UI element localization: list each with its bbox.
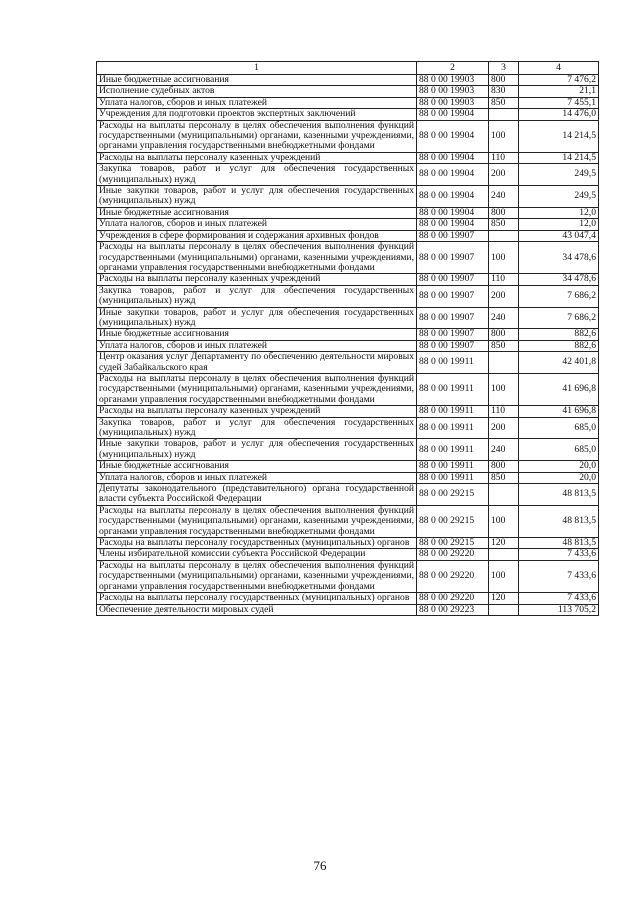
row-type-cell: 800 (489, 329, 519, 340)
row-amount-cell: 12,0 (519, 207, 599, 218)
table-row (97, 164, 599, 186)
row-code-cell: 88 0 00 29215 (417, 505, 489, 537)
row-amount-cell: 7 433,6 (519, 593, 599, 604)
row-type-cell: 850 (489, 219, 519, 230)
row-amount-cell: 43 047,4 (519, 230, 599, 241)
row-type-cell: 850 (489, 97, 519, 108)
row-name-cell: Иные бюджетные ассигнования (97, 207, 417, 218)
row-name-cell: Расходы на выплаты персоналу в целях обеспечения выполнения функций государственными (муниципальными) органами, казенными учреждениями, органами управления государственными внебюджетными фондами (97, 120, 417, 152)
row-type-cell: 800 (489, 207, 519, 218)
table-row (97, 484, 599, 506)
row-name-cell: Уплата налогов, сборов и иных платежей (97, 472, 417, 483)
row-code-cell: 88 0 00 19907 (417, 242, 489, 274)
row-code-cell: 88 0 00 19904 (417, 109, 489, 120)
row-code-cell: 88 0 00 19903 (417, 86, 489, 97)
table-row (97, 560, 599, 592)
table-row (97, 604, 599, 615)
row-code-cell: 88 0 00 29223 (417, 604, 489, 615)
table-row (97, 593, 599, 604)
row-type-cell: 850 (489, 472, 519, 483)
table-row (97, 538, 599, 549)
row-name-cell: Депутаты законодательного (представительного) органа государственной власти субъекта Российской Федерации (97, 484, 417, 506)
table-row (97, 417, 599, 439)
row-code-cell: 88 0 00 19904 (417, 152, 489, 163)
row-code-cell: 88 0 00 19904 (417, 219, 489, 230)
row-type-cell (489, 604, 519, 615)
row-code-cell: 88 0 00 19904 (417, 164, 489, 186)
row-amount-cell: 21,1 (519, 86, 599, 97)
row-type-cell: 850 (489, 340, 519, 351)
row-amount-cell: 249,5 (519, 164, 599, 186)
row-amount-cell: 34 478,6 (519, 242, 599, 274)
row-name-cell: Расходы на выплаты персоналу в целях обеспечения выполнения функций государственными (муниципальными) органами, казенными учреждениями, органами управления государственными внебюджетными фондами (97, 560, 417, 592)
row-code-cell: 88 0 00 19911 (417, 461, 489, 472)
row-code-cell: 88 0 00 19911 (417, 373, 489, 405)
row-amount-cell: 685,0 (519, 417, 599, 439)
table-row (97, 439, 599, 461)
table-row (97, 75, 599, 86)
row-amount-cell: 882,6 (519, 329, 599, 340)
row-name-cell: Расходы на выплаты персоналу в целях обеспечения выполнения функций государственными (муниципальными) органами, казенными учреждениями, органами управления государственными внебюджетными фондами (97, 373, 417, 405)
column-header-1: 1 (97, 62, 417, 75)
row-type-cell: 120 (489, 593, 519, 604)
row-amount-cell: 14 476,0 (519, 109, 599, 120)
row-type-cell: 100 (489, 242, 519, 274)
row-name-cell: Закупка товаров, работ и услуг для обеспечения государственных (муниципальных) нужд (97, 285, 417, 307)
row-type-cell: 240 (489, 186, 519, 208)
table-row (97, 109, 599, 120)
row-type-cell (489, 484, 519, 506)
row-name-cell: Центр оказания услуг Департаменту по обеспечению деятельности мировых судей Забайкальского края (97, 352, 417, 374)
column-header-3: 3 (489, 62, 519, 75)
table-row (97, 86, 599, 97)
row-amount-cell: 7 433,6 (519, 560, 599, 592)
table-row (97, 340, 599, 351)
row-type-cell (489, 549, 519, 560)
row-name-cell: Закупка товаров, работ и услуг для обеспечения государственных (муниципальных) нужд (97, 417, 417, 439)
row-amount-cell: 7 686,2 (519, 307, 599, 329)
row-name-cell: Члены избирательной комиссии субъекта Российской Федерации (97, 549, 417, 560)
row-type-cell: 200 (489, 417, 519, 439)
row-code-cell: 88 0 00 29220 (417, 593, 489, 604)
row-name-cell: Иные закупки товаров, работ и услуг для обеспечения государственных (муниципальных) нужд (97, 186, 417, 208)
row-code-cell: 88 0 00 19904 (417, 186, 489, 208)
row-amount-cell: 42 401,8 (519, 352, 599, 374)
table-row (97, 120, 599, 152)
row-name-cell: Расходы на выплаты персоналу казенных учреждений (97, 274, 417, 285)
row-amount-cell: 14 214,5 (519, 120, 599, 152)
row-name-cell: Закупка товаров, работ и услуг для обеспечения государственных (муниципальных) нужд (97, 164, 417, 186)
row-name-cell: Уплата налогов, сборов и иных платежей (97, 340, 417, 351)
row-type-cell: 200 (489, 164, 519, 186)
row-amount-cell: 20,0 (519, 472, 599, 483)
row-name-cell: Расходы на выплаты персоналу в целях обеспечения выполнения функций государственными (муниципальными) органами, казенными учреждениями, органами управления государственными внебюджетными фондами (97, 242, 417, 274)
table-row (97, 352, 599, 374)
row-type-cell (489, 109, 519, 120)
row-amount-cell: 14 214,5 (519, 152, 599, 163)
row-type-cell: 240 (489, 307, 519, 329)
row-type-cell (489, 230, 519, 241)
table-row (97, 461, 599, 472)
table-row (97, 230, 599, 241)
row-name-cell: Исполнение судебных актов (97, 86, 417, 97)
row-code-cell: 88 0 00 29220 (417, 549, 489, 560)
column-header-2: 2 (417, 62, 489, 75)
row-name-cell: Иные закупки товаров, работ и услуг для обеспечения государственных (муниципальных) нужд (97, 307, 417, 329)
row-code-cell: 88 0 00 29220 (417, 560, 489, 592)
row-amount-cell: 34 478,6 (519, 274, 599, 285)
row-type-cell: 100 (489, 505, 519, 537)
row-code-cell: 88 0 00 19903 (417, 75, 489, 86)
table-header-row (97, 62, 599, 75)
row-amount-cell: 20,0 (519, 461, 599, 472)
row-name-cell: Расходы на выплаты персоналу казенных учреждений (97, 152, 417, 163)
page-number: 76 (313, 858, 327, 873)
row-name-cell: Расходы на выплаты персоналу государственных (муниципальных) органов (97, 538, 417, 549)
row-type-cell: 830 (489, 86, 519, 97)
row-type-cell: 800 (489, 75, 519, 86)
row-code-cell: 88 0 00 19907 (417, 307, 489, 329)
row-amount-cell: 7 455,1 (519, 97, 599, 108)
row-code-cell: 88 0 00 19907 (417, 230, 489, 241)
budget-table (96, 61, 599, 616)
row-amount-cell: 41 696,8 (519, 406, 599, 417)
row-name-cell: Иные бюджетные ассигнования (97, 461, 417, 472)
row-code-cell: 88 0 00 19911 (417, 439, 489, 461)
row-code-cell: 88 0 00 19904 (417, 120, 489, 152)
table-row (97, 152, 599, 163)
table-row (97, 97, 599, 108)
row-code-cell: 88 0 00 19907 (417, 340, 489, 351)
row-name-cell: Иные бюджетные ассигнования (97, 329, 417, 340)
row-type-cell: 100 (489, 373, 519, 405)
row-name-cell: Обеспечение деятельности мировых судей (97, 604, 417, 615)
row-type-cell: 110 (489, 152, 519, 163)
row-code-cell: 88 0 00 19911 (417, 417, 489, 439)
column-header-4: 4 (519, 62, 599, 75)
row-amount-cell: 113 705,2 (519, 604, 599, 615)
table-row (97, 219, 599, 230)
row-code-cell: 88 0 00 19907 (417, 274, 489, 285)
row-type-cell: 240 (489, 439, 519, 461)
row-name-cell: Учреждения для подготовки проектов экспертных заключений (97, 109, 417, 120)
table-row (97, 549, 599, 560)
table-row (97, 472, 599, 483)
row-amount-cell: 882,6 (519, 340, 599, 351)
row-type-cell (489, 352, 519, 374)
row-name-cell: Расходы на выплаты персоналу государственных (муниципальных) органов (97, 593, 417, 604)
table-row (97, 373, 599, 405)
row-type-cell: 110 (489, 406, 519, 417)
table-row (97, 186, 599, 208)
row-name-cell: Уплата налогов, сборов и иных платежей (97, 97, 417, 108)
row-name-cell: Расходы на выплаты персоналу казенных учреждений (97, 406, 417, 417)
row-type-cell: 100 (489, 120, 519, 152)
table-row (97, 406, 599, 417)
row-amount-cell: 685,0 (519, 439, 599, 461)
row-code-cell: 88 0 00 19904 (417, 207, 489, 218)
row-code-cell: 88 0 00 19911 (417, 406, 489, 417)
row-code-cell: 88 0 00 19907 (417, 285, 489, 307)
row-code-cell: 88 0 00 19903 (417, 97, 489, 108)
table-body (97, 75, 599, 616)
table-row (97, 329, 599, 340)
row-name-cell: Расходы на выплаты персоналу в целях обеспечения выполнения функций государственными (муниципальными) органами, казенными учреждениями, органами управления государственными внебюджетными фондами (97, 505, 417, 537)
row-name-cell: Уплата налогов, сборов и иных платежей (97, 219, 417, 230)
table-row (97, 207, 599, 218)
table-row (97, 242, 599, 274)
row-type-cell: 100 (489, 560, 519, 592)
row-code-cell: 88 0 00 29215 (417, 484, 489, 506)
row-amount-cell: 7 476,2 (519, 75, 599, 86)
table-row (97, 307, 599, 329)
table-row (97, 505, 599, 537)
row-amount-cell: 48 813,5 (519, 505, 599, 537)
row-amount-cell: 41 696,8 (519, 373, 599, 405)
row-type-cell: 120 (489, 538, 519, 549)
row-code-cell: 88 0 00 19911 (417, 352, 489, 374)
row-amount-cell: 48 813,5 (519, 538, 599, 549)
row-amount-cell: 249,5 (519, 186, 599, 208)
row-name-cell: Иные бюджетные ассигнования (97, 75, 417, 86)
row-code-cell: 88 0 00 19907 (417, 329, 489, 340)
row-amount-cell: 48 813,5 (519, 484, 599, 506)
row-name-cell: Учреждения в сфере формирования и содержания архивных фондов (97, 230, 417, 241)
table-row (97, 285, 599, 307)
table-row (97, 274, 599, 285)
row-code-cell: 88 0 00 29215 (417, 538, 489, 549)
row-type-cell: 800 (489, 461, 519, 472)
row-code-cell: 88 0 00 19911 (417, 472, 489, 483)
row-amount-cell: 7 686,2 (519, 285, 599, 307)
row-amount-cell: 12,0 (519, 219, 599, 230)
row-name-cell: Иные закупки товаров, работ и услуг для обеспечения государственных (муниципальных) нужд (97, 439, 417, 461)
row-amount-cell: 7 433,6 (519, 549, 599, 560)
row-type-cell: 110 (489, 274, 519, 285)
row-type-cell: 200 (489, 285, 519, 307)
